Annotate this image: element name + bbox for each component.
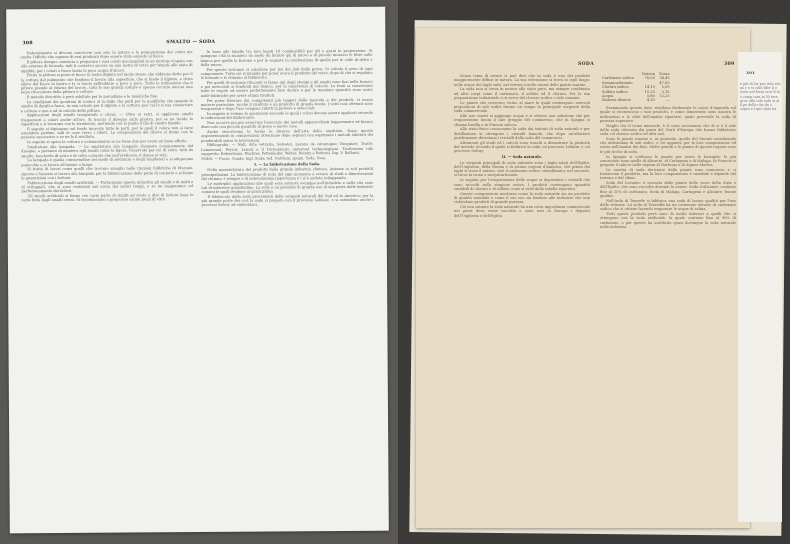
paragraph: Le sorgenti principali di soda naturale sono i laghi salati dell'Egitto, dell'Ungheria, della Russia e di alcune regioni d'America. Nel primo dei laghi si trova il natron, cioè il carbonato sodico cristallizzato; nel secondo, si trova la trona o sesquicarbonato. (454, 160, 590, 178)
paragraph: Sono le piante marine e, in generale, quelle del litorale meridionale che abbondano di sali sodici, e ciò appunto per la loro composizione ed esiste nell'analisi dei fiori. Molte grandi e le piante di queste regioni sono le più ricche di soda. (600, 136, 736, 154)
section-heading: II. — Soda naturale. (501, 154, 543, 159)
paragraph: Anche descrivemo le forme le diverse dell'arte dello smaltista. Dopo queste argomentazioni in composizioni attenzione dopo seguaci con esprimere i metodi adottati dei ponderabili senza le lavorazioni. (201, 128, 374, 143)
paragraph: Le molteplici applicazioni alle quali essa sottostà ovunque nell'industria e nella vita sono tali di interesse grandissimo. La soda è un prodotto di grande uso di una parte delle industrie comuni le quali rendono ai gradi prima. (201, 180, 374, 195)
paragraph: Moglie che il trono minerale, è il corso necessaria che di si è il sale della soda ottenuta dai paesi del Nord d'Europa che hanno fabbricato soda col cloruro sodico ed altri sali. (600, 123, 736, 137)
right-page (416, 28, 750, 528)
paragraph: Per poter liberare dai componenti più leggeri delle mescole e dei prodotti, si usano materie purissime, sicché il risultato è un prodotto di grande bontà. I vetri così ottenuti sono trasparenti e dopo l'uso vengono ridotti in polvere e setacciati. (200, 97, 373, 112)
table-cell: 4,35 (646, 98, 655, 103)
right-running-head: SODA (578, 62, 595, 67)
table-cell: 10,25 (644, 89, 655, 94)
paragraph: Le varietà di soda derivante dalla pianta sono numerose e ci forniscono il prodotto, ma la loro composizione è variabile e dipende dal terreno e dal clima. (600, 167, 736, 181)
table-cell: Sesquicarbonato (602, 80, 633, 85)
paragraph: Il seguito si dipingono sul fondo incavato tutte le parti, per le quali il colore non si deve estendere perfino, indi le cose verso i rilievi. Le composizioni del rilievo si fanno con le passate successive e se ne fa il risultato. (21, 125, 194, 140)
paragraph: In seguito si vedono le operazioni secondo le quali i colori devono essere applicati secondo le indicazioni del fabbricante. (200, 110, 373, 121)
paragraph: Il fabbricato dalla soda provenienti dalle sorgenti naturali del Sud ed in America; per la più grande parte dei casi la soda si prepara con il processo Leblanc, e si estendono anche i processi Solvay ad ammoniaca. (201, 193, 374, 208)
paragraph: Finita la pittura si pone al fuoco la lastra dipinta nel modo stesso che abbiamo detto per il la cottura del pulimento che fondono il lavoro alla superficie, che si fonde il dipinto, e ritira allora dal fuoco la lastra e la si lascia raffreddare a poco a poco. Tutte le indicazioni che il pittore prende al ritorno del lavoro, tutti le sue grandi cotture e spesso occorre ancora una terza ritoccatura della pittura e cotture. (20, 72, 193, 95)
paragraph: Applicazioni degli smalti trasparenti e chiari. — Oltre ai vetri, si applicano smalti trasparenti a colori anche all'oro. Si traccia il disegno sulla piastra, poi se ne incide la superficie e si lavorano con lo strumento, mettendo con la punta il filo di smalto liquido. (20, 112, 193, 127)
table-header: Natron (641, 72, 655, 76)
right-page-number: 309 (724, 62, 735, 67)
right-column-1 (454, 74, 590, 520)
paragraph: Si tratta di lavori come quelli che trovano smaglio nelle riunioni fabbriche di Murano. Ancora a Venezia si lavora alla lampada per la fabbricazione delle perle di conteria e si fanno le guarnizioni con i bottoni. (21, 166, 194, 181)
far-right-page-number: 301 (746, 70, 756, 75)
table-cell: 3,15 (661, 89, 670, 94)
paragraph: Nell'isola di Tenerife si fabbrica una soda di buona qualità per l'uso delle vetrerie. La soda di Teneriffa ha un contenuto elevato di carbonato sodico che si ottiene facendo evaporare le acque di salina. (600, 198, 736, 212)
left-page (6, 7, 389, 534)
table-cell: 5,09 (661, 85, 670, 90)
left-page-number: 308 (22, 41, 33, 47)
left-running-head: SMALTO — SODA (166, 39, 216, 46)
table-cell: 34,45 (659, 76, 670, 81)
paragraph: Gli smalti artificiali si fanno con varie parte di smalti ed avuto a dire di fattore base le varie tinte degli smalti stessi. Si incominciano a preparare alcuni pezzi di vitro. (21, 193, 194, 203)
far-right-text: e più di lor pro ridu stic no r e vi cilin lifer il e tutto nel form scor E to s comp com in Ni tere prov alla colo solu si al il pr delle che da s sopra a f que dato ba (740, 82, 781, 112)
paragraph: Esaminando questo dato, risultano facilmente le cause d'impurità sul quale si riconoscono i suoi prodotti, e come dimostrato sono ancora le indicazioni e le cifre dell'analisi riportate, quale provvede la soda di purezza superiore. (600, 106, 736, 123)
table-cell: 47,85 (659, 80, 670, 85)
paragraph: Senza tema di errare si può dire che la soda è uno dei prodotti maggiormente diffusi in natura. La sua estensione si trova in ogni luogo: nelle acque dei laghi salsi, nei terreni e nelle ceneri delle piante marine. (454, 74, 590, 87)
entry-heading: SODA. — Franc. Soude; ingl. Soda; ted. Natrium; spagn. Soda, Sosa. (201, 155, 327, 161)
paragraph: Il pittore dunque comincia a preparare i suoi colori macinandoli in un mortaio d'agata con alle essenza di lavanda, indi li conserva ancora su una lastra di vetro per tenerli allo stato di umidità; per i colori a fuoco basta la poca acqua d'alcool. (20, 59, 193, 73)
paragraph: In seguito si opera la cottura e comunemente se ne tiene due per avere un buon effetto. (27, 139, 188, 145)
paragraph: La soda non si trova in natura allo stato puro, ma sempre combinata ad altri corpi come il carbonato, il solfato ed il cloruro. Per la sua preparazione industriale ci si serve del cloruro sodico o sale comune. (454, 87, 590, 100)
table-cell: 0,80 (646, 94, 655, 99)
paragraph: Naturalmente si devono conoscere non solo la natura e la preparazione dei colori ma anche l'effetto che ognuno di essi produrrà dopo essere stato esposto al fuoco. (20, 50, 193, 60)
table-cell: Cloruro sodico (602, 85, 629, 90)
composition-table (600, 72, 672, 103)
table-cell: 14,19 (644, 85, 655, 90)
paragraph: Queste composizioni mostrano come la soda naturale sia un prodotto di qualità variabile e come il suo uso sia limitato alle industrie che non richiedono prodotti di grande purezza. (454, 191, 590, 205)
paragraph: In base alle tabelle tra loro legati 16 combustibili per gli e grani la proporzione. Si spingono i fili in maniera da modo da fornire qui di nuovo e di piccolo mosaico le fibre sulla bianca per quelle la fusione e per le segnate in combustione di quello per le colle di detto e della nuova. (200, 48, 373, 67)
table-cell: Acqua (602, 94, 614, 99)
paragraph: Smaltatura alla lampada. — La smaltatura alla lampada chiamata comunemente del disegno, e pertanto di maniera agli smalti come le figure. Osservate per ciò di vetro, tutti da smalto, bacchette di vetro e di vetro colorato che nell'oreficeria si danno ai tubi. (21, 144, 194, 158)
paragraph: In Spagna si coltivano le piante per avere le barriglie: le più conosciute sono quelle di Alicante, di Cartagena e di Malaga. In Francia si prepara il salicor nelle regioni di Narbona e di Aigues-Mortes. (600, 154, 736, 168)
table-cell: — (666, 98, 670, 103)
left-column-1 (20, 50, 195, 529)
table-cell: 12,25 (659, 94, 670, 99)
paragraph: Allo stato fisico conosciamo la soda dai trattati di soda naturali e per distillazione si ottengono i cristalli bianchi, che dopo un'ulteriore purificazione diventano i cristalli della soda del commercio. (454, 127, 590, 140)
section-heading: I. — La fabbricazione della Soda. (254, 161, 321, 167)
paragraph: Alle sue ceneri si aggiunge acqua e si ottiene una soluzione che per evaporazione lascia il sale greggio del commercio, che in Spagna si chiama barilla e in Francia salicor. (454, 114, 590, 127)
paragraph: In seguito per l'evaporazione delle acque si depositano i cristalli che sono raccolti nella stagione estiva. I prodotti contengono quantità variabili di cloruro e di solfato come si vede dalla tabella riportata. (454, 178, 590, 191)
bibliography: Bibliografia. — Nati, Arte vetraria; Salvetat, Leçons de céramique; Brogniart, Traité; Lamarraud, Peyrat, Lenoir e il Dictionnaire universel technologique. Trattazione tale suggerita: Rebouleaux, Wachter, Pettenkofer, Walter, Reinitz e Pedroni. Ing. V. Belfanti. (201, 142, 374, 156)
paragraph: Per queste sostanze si calcolano per poi dai dati delle prove. Si calcola il peso di ogni componente. Tutto ciò si intende per poter avere il prodotto del vetro; dopo di che si regolano le formule e lo stimano al fabbricato. (200, 66, 373, 81)
paragraph: Nella nomenclatura del prodotti della grande industria chimica, insieme ai soli prodotti principalissimi. La fabbricazione di soda del ogni momento è ovvero di studi e dimostrazioni del chimico è sempre e di notevolissima importanza e i si è andata sviluppando. (201, 167, 374, 181)
table-header: Trona (658, 72, 670, 76)
paragraph: Soda del Levante: è ricavata dalle piante delle coste della Siria e dell'Egitto, che sono raccolte durante la estate. Soda d'Alicante: contiene fino al 35% di carbonato; Soda di Malaga, Cartagena e Alicante: buone qualità. (600, 181, 736, 198)
paragraph: Fabbricazione degli smalti artificiali. — Partecipano questa industria gli smalti e di molti e di sviluppati, che si sono realizzati nel corso dei nostri tempi, e se ne reggeranno col perfezionamento dei fattori. (21, 179, 194, 194)
table-cell: Carbonato sodico (602, 76, 634, 81)
paragraph: La lampada è quella consuetudine nel modo di soldatura e degli smaltatori e si adoperano parecchie e si lavora all'azione a lungo. (21, 157, 194, 167)
paragraph: Le condizioni dei quadroni di scoloci al la dalle che perfi per la qualifiche che quando le smalto di dargli a fuoco, in non calcolo per il dipinto e la cottura: per cui lo si usa conservare e cotture e non e ad in calcolo della pittura. (20, 99, 193, 113)
right-column-2 (600, 106, 736, 520)
paragraph: Altrimenti gli studi ed i calcoli sono riusciti a dimostrare la praticità del metodo secondo il quale si fabbrica la soda col processo Leblanc e col processo Solvay. (454, 140, 590, 154)
table-cell: Materie diverse (602, 98, 631, 103)
paragraph: Il metodo descritto è però adottato per le porcellane e le maioliche fine. (26, 94, 159, 100)
paragraph: Ciò non ostante la soda naturale ha una certa importanza commerciale nei paesi dove viene raccolta e sono noti in Europa i depositi dell'Ungheria e dell'Egitto. (454, 205, 590, 218)
paragraph: Per quelli di sostanze rilucenti si fanno qui degli stampi e gli smalti sono fusi nelle fornaci e poi mescolati ai fondenti del bianco, per la esperienza di calcolo. Le fonti si conservano tutte le regole ad essere perfettamente fuse dentro e per le massime quantità sono usate nelle fabbriche per avere ottimi risultati. (200, 79, 373, 98)
table-cell: Solfato sodico (602, 89, 628, 94)
table-cell: 76,00 (644, 76, 655, 81)
table-row (600, 98, 672, 102)
left-column-2 (200, 49, 375, 528)
paragraph: Le piante che crescono vicino al mare le quali contengono notevoli proporzioni di sali sodici furono un tempo la principale sorgente della soda commerciale. (454, 100, 590, 114)
paragraph: Non occorre poi più osservare l'esercizio dei metalli apparecchiati leggermente ed bianco diseccato con piccola quantità di gesso e nuove cose. (200, 119, 373, 130)
paragraph: Tutti questi prodotti però sono di molto inferiori a quelli che si ottengono con la soda artificiale, la quale contiene fino al 98% di carbonato, e per questo ha sostituito quasi dovunque la soda naturale nella industria. (600, 212, 736, 229)
far-right-page (738, 52, 782, 522)
